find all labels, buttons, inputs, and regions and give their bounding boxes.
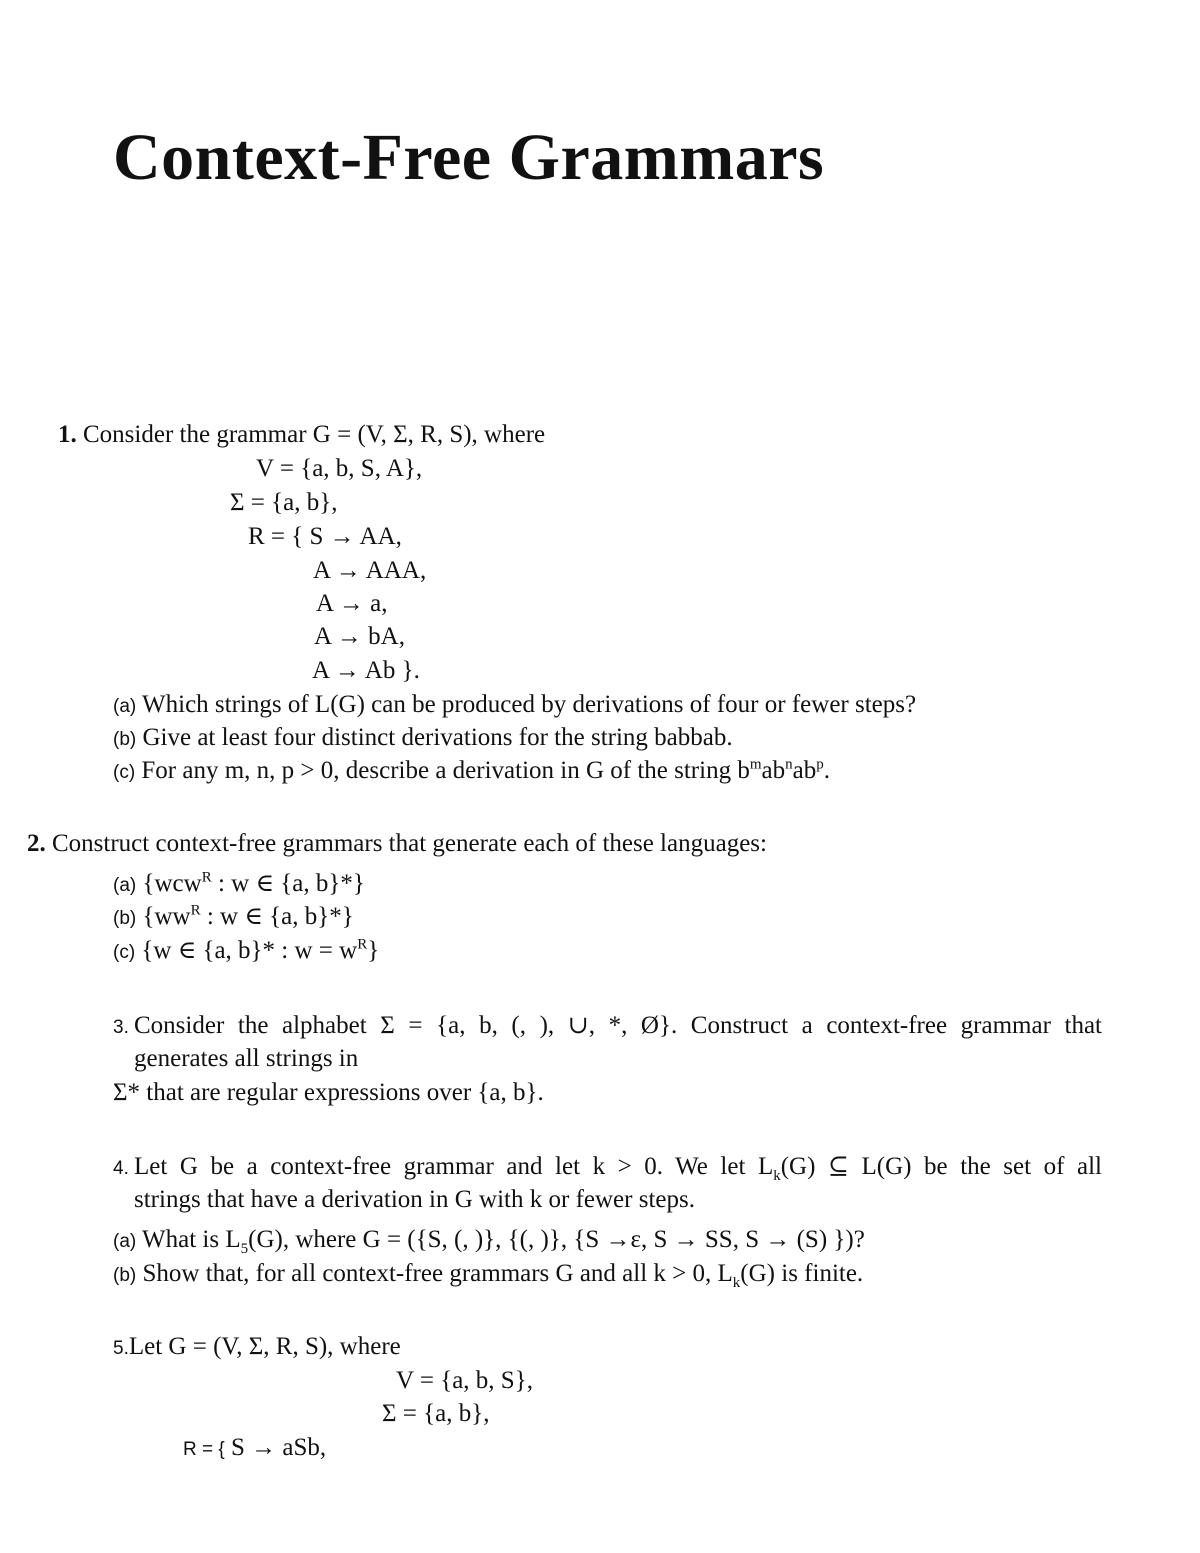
part-text: For any m, n, p > 0, describe a derivation in G of the string b [135, 757, 750, 784]
superscript: m [749, 756, 762, 773]
q2-part-a [113, 869, 365, 901]
q1-vocabulary-line: V = {a, b, S, A}, [256, 455, 423, 482]
part-text: (G), where G = ({S, (, )}, {(, )}, {S →ε, S → SS, S → (S) })? [248, 1226, 865, 1253]
part-text: Give at least four distinct derivations for the string babbab. [136, 724, 733, 751]
q3-line-3: Σ* that are regular expressions over {a, b}. [113, 1079, 544, 1106]
part-text: . [823, 757, 830, 784]
q1-rule-line: A → AAA, [313, 557, 427, 584]
part-text: : w ∈ {a, b}*} [200, 903, 354, 930]
question-1-number: 1. [58, 421, 77, 448]
part-text: (G) is finite. [740, 1260, 864, 1287]
q1-rule-line: R = { S → AA, [248, 523, 402, 550]
part-text: Show that, for all context-free grammars G and all k > 0, L [136, 1260, 733, 1287]
q1-part-a [113, 690, 916, 722]
q4-line-2: strings that have a derivation in G with k or fewer steps. [134, 1186, 695, 1213]
q5-alphabet-line: Σ = {a, b}, [382, 1400, 490, 1427]
superscript: n [785, 756, 793, 773]
q4-part-a [113, 1225, 865, 1257]
part-label: (a) [113, 696, 137, 717]
question-1-intro [58, 420, 545, 450]
q1-rule-line: A → Ab }. [312, 657, 420, 684]
superscript: R [190, 902, 201, 919]
part-label: (a) [113, 875, 137, 896]
q5-vocabulary-line: V = {a, b, S}, [396, 1367, 533, 1394]
q5-rule-line [183, 1433, 326, 1465]
q4-line-1 [134, 1152, 1102, 1182]
part-text: : w ∈ {a, b}*} [211, 870, 365, 897]
part-label: (c) [113, 762, 136, 783]
q2-part-c [113, 936, 379, 968]
q1-part-b [113, 723, 733, 755]
question-text: Let G = (V, Σ, R, S), where [128, 1333, 401, 1360]
part-label: (c) [113, 942, 136, 963]
question-text: Let G be a context-free grammar and let k > 0. We let $L_k(G)$ ⊆ L(G) be the set of all [134, 1153, 1102, 1184]
part-label: (a) [113, 1231, 137, 1252]
q4-number [113, 1152, 129, 1184]
rule-label: R = { [183, 1439, 225, 1460]
part-label: (b) [113, 729, 137, 750]
q1-alphabet-line: Σ = {a, b}, [230, 489, 338, 516]
part-text: ab [792, 757, 817, 784]
q3-line-2: generates all strings in [134, 1045, 359, 1072]
part-text: } [367, 937, 380, 964]
question-2-number: 2. [27, 830, 46, 857]
question-text: Consider the alphabet Σ = {a, b, (, ), ∪, *, Ø}. Construct a context-free grammar that [134, 1012, 1102, 1039]
subscript: 5 [240, 1241, 249, 1257]
question-number: 3. [113, 1017, 129, 1038]
q4-part-b [113, 1259, 863, 1291]
part-label: (b) [113, 1265, 137, 1286]
question-2-text: Construct context-free grammars that generate each of these languages: [45, 830, 767, 857]
page-title: Context-Free Grammars [113, 121, 825, 194]
question-2-intro [27, 829, 767, 859]
part-text: {wcw [136, 870, 202, 897]
superscript: R [357, 936, 368, 953]
question-1-text: Consider the grammar G = (V, Σ, R, S), where [76, 421, 546, 448]
part-text: Which strings of L(G) can be produced by derivations of four or fewer steps? [136, 691, 917, 718]
superscript: p [816, 756, 824, 773]
part-text: {w ∈ {a, b}* : w = w [135, 937, 358, 964]
q3-number [113, 1011, 129, 1043]
question-number: 5. [113, 1338, 129, 1359]
part-text: {ww [136, 903, 191, 930]
q5-intro [113, 1332, 401, 1364]
subscript: k [732, 1275, 741, 1291]
superscript: R [201, 869, 212, 886]
q3-line-1 [134, 1011, 1102, 1041]
q1-rule-line: A → a, [316, 590, 388, 617]
part-text: ab [761, 757, 786, 784]
part-label: (b) [113, 908, 137, 929]
q2-part-b [113, 902, 354, 934]
part-text: What is L [136, 1226, 241, 1253]
question-number: 4. [113, 1158, 129, 1179]
q1-rule-line: A → bA, [314, 623, 405, 650]
rule-text: S → aSb, [224, 1434, 327, 1461]
q1-part-c [113, 756, 830, 788]
